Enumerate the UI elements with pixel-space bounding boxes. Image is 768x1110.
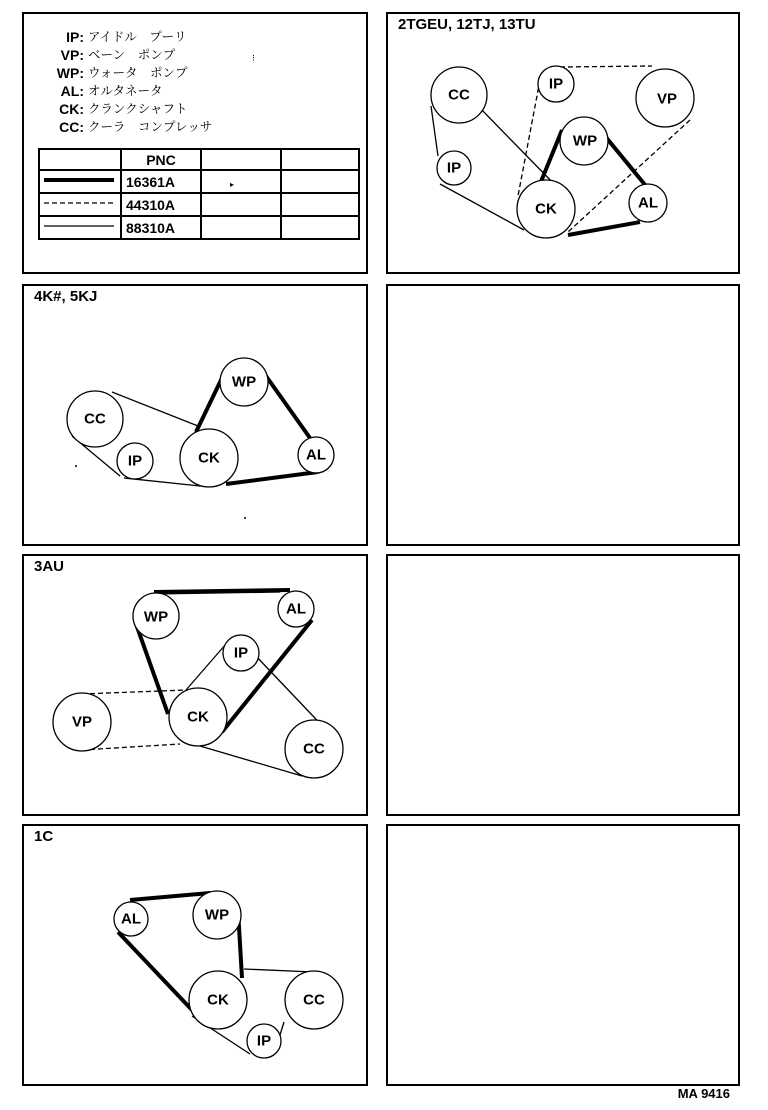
pulley-label: AL (286, 600, 306, 618)
legend-code: WP: (56, 65, 84, 81)
pulley-label: IP (548, 75, 564, 93)
pulley-label: CK (187, 708, 209, 726)
belt-segment (82, 690, 186, 694)
pnc-value: 88310A (121, 216, 201, 239)
legend-code: AL: (60, 83, 84, 99)
belt-segment (186, 644, 226, 690)
belt-segment (431, 106, 438, 156)
belt-segment (112, 392, 198, 426)
pulley-label: AL (306, 446, 326, 464)
pulley-label: WP (231, 373, 257, 391)
belt-segment (154, 590, 290, 592)
pulley-label: AL (638, 194, 658, 212)
belt-segment (226, 472, 318, 484)
pulley-label: WP (143, 608, 169, 626)
panel-title: 4K#, 5KJ (34, 288, 98, 305)
legend-code: IP: (66, 29, 84, 45)
panel-title: 1C (34, 828, 54, 845)
legend-code: VP: (60, 47, 84, 63)
figure-code: MA 9416 (677, 1086, 730, 1101)
legend-code: CK: (59, 101, 84, 117)
pulley-label: WP (204, 906, 230, 924)
belt-segment (518, 80, 540, 196)
belt-segment (266, 376, 310, 438)
pulley-label: AL (121, 910, 141, 928)
legend-desc: オルタネータ (88, 83, 163, 98)
legend-code: CC: (59, 119, 84, 135)
pulley-label: CC (303, 991, 325, 1009)
belt-routing-3au (53, 590, 343, 778)
pnc-value: 16361A (121, 170, 201, 193)
pulley-label: WP (572, 132, 598, 150)
pnc-header: PNC (121, 149, 201, 170)
pnc-empty-cell: ▸ (201, 170, 281, 193)
belt-segment (476, 104, 560, 190)
pulley-label: IP (256, 1032, 272, 1050)
belt-routing-4k (67, 358, 334, 519)
legend-desc: ウォータ ポンプ (88, 65, 188, 80)
speck (244, 517, 246, 519)
belt-segment (196, 378, 222, 432)
stray-mark: ⁝ (252, 54, 255, 64)
pulley-label: CC (448, 86, 470, 104)
belt-segment (540, 130, 562, 184)
pulley-label: CC (84, 410, 106, 428)
belt-segment (560, 66, 652, 67)
belt-segment (568, 222, 640, 235)
pulley-label: CK (535, 200, 557, 218)
belt-segment (118, 932, 192, 1010)
pulley-label: VP (656, 90, 678, 108)
pulley-label: CK (207, 991, 229, 1009)
belt-segment (440, 184, 524, 230)
legend-desc: クランクシャフト (88, 101, 188, 116)
pulley-label: IP (233, 644, 249, 662)
pulley-label: CC (303, 740, 325, 758)
pulley-label: VP (71, 713, 93, 731)
belt-segment (130, 893, 210, 900)
legend-desc: アイドル プーリ (88, 29, 187, 44)
speck (75, 465, 77, 467)
panel-title: 2TGEU, 12TJ, 13TU (398, 16, 536, 33)
legend-desc: ベーン ポンプ (88, 47, 176, 62)
legend-desc: クーラ コンプレッサ (88, 119, 213, 134)
belt-segment (244, 969, 314, 972)
pulley-label: IP (127, 452, 143, 470)
pulley-label: IP (446, 159, 462, 177)
panel-title: 3AU (34, 558, 65, 575)
pulley-label: CK (198, 449, 220, 467)
pnc-value: 44310A (121, 193, 201, 216)
